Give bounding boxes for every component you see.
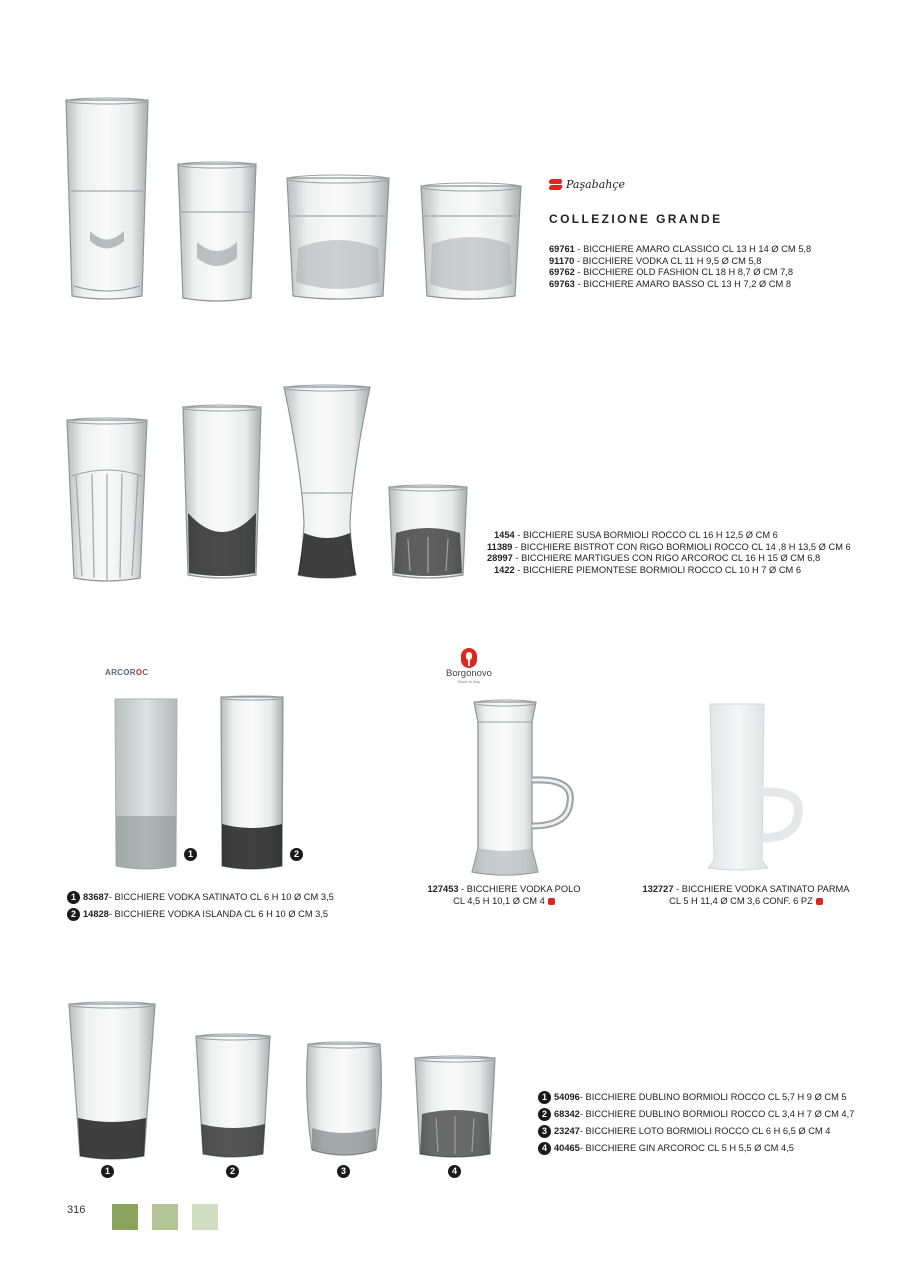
section1-list [549,244,811,290]
glass-gin [412,1054,498,1160]
pasabahce-logo [549,178,625,191]
glass-dublino-large [66,1000,158,1162]
red-square-icon [816,898,823,905]
list-item: 69763 - BICCHIERE AMARO BASSO CL 13 H 7,2 Ø CM 8 [549,278,791,289]
glass-amaro-basso [418,180,524,302]
red-square-icon [548,898,555,905]
glass-amaro-classico [62,96,152,302]
glass-dublino-small [193,1032,273,1160]
section4-list [538,1089,854,1157]
glass-badge-4: 4 [448,1165,461,1178]
list-item: 11389 - BICCHIERE BISTROT CON RIGO BORMIOLI ROCCO CL 14 ,8 H 13,5 Ø CM 6 [487,541,851,552]
list-item: 28997 - BICCHIERE MARTIGUES CON RIGO ARCOROC CL 16 H 15 Ø CM 6,8 [487,553,821,563]
glass-badge-3: 3 [337,1165,350,1178]
list-item: 69761 - BICCHIERE AMARO CLASSICO CL 13 H 14 Ø CM 5,8 [549,244,812,254]
glass-badge-2: 2 [290,848,303,861]
glass-vodka-satinato-parma [706,700,806,872]
borgonovo-wordmark: Borgonovo [446,668,492,679]
list-item: 1 54096 - BICCHIERE DUBLINO BORMIOLI ROCCO CL 5,7 H 9 Ø CM 5 [538,1089,854,1106]
list-item: 1 83687 - BICCHIERE VODKA SATINATO CL 6 H 10 Ø CM 3,5 [67,889,334,906]
color-swatch-1 [112,1204,138,1230]
section1-title: COLLEZIONE GRANDE [549,212,723,226]
glass-vodka-polo [470,698,578,878]
borgonovo-logo [434,648,504,684]
list-item: 69762 - BICCHIERE OLD FASHION CL 18 H 8,7 Ø CM 7,8 [549,267,794,277]
glass-loto [304,1040,384,1160]
page-number: 316 [67,1204,86,1216]
list-item: 3 23247 - BICCHIERE LOTO BORMIOLI ROCCO CL 6 H 6,5 Ø CM 4 [538,1123,854,1140]
list-item: 2 14828 - BICCHIERE VODKA ISLANDA CL 6 H 10 Ø CM 3,5 [67,906,334,923]
list-item: 91170 - BICCHIERE VODKA CL 11 H 9,5 Ø CM 5,8 [549,255,762,266]
glass-badge-1: 1 [101,1165,114,1178]
parma-caption: 132727 - BICCHIERE VODKA SATINATO PARMA CL 5 H 11,4 Ø CM 3,6 CONF. 6 PZ [642,884,850,906]
glass-vodka-islanda [218,694,286,872]
color-swatch-2 [152,1204,178,1230]
glass-badge-1: 1 [184,848,197,861]
pasabahce-wordmark: Paşabahçe [566,178,626,191]
list-item: 4 40465 - BICCHIERE GIN ARCOROC CL 5 H 5,5 Ø CM 4,5 [538,1140,854,1157]
pasabahce-mark-icon [549,179,562,190]
borgonovo-mark-icon [461,648,477,668]
glass-badge-2: 2 [226,1165,239,1178]
color-swatch-3 [192,1204,218,1230]
list-item: 2 68342 - BICCHIERE DUBLINO BORMIOLI ROCCO CL 3,4 H 7 Ø CM 4,7 [538,1106,854,1123]
glass-vodka [175,160,259,304]
list-item: 1454 - BICCHIERE SUSA BORMIOLI ROCCO CL 16 H 12,5 Ø CM 6 [494,530,778,540]
glass-susa [64,416,150,584]
arcoroc-logo: ARCOROC [105,668,149,677]
glass-vodka-satinato [112,696,180,872]
section3-left-list [67,889,334,923]
polo-caption: 127453 - BICCHIERE VODKA POLO CL 4,5 H 10,1 Ø CM 4 [427,884,581,906]
list-item: 1422 - BICCHIERE PIEMONTESE BORMIOLI ROCCO CL 10 H 7 Ø CM 6 [494,564,802,575]
glass-old-fashion [284,172,392,302]
section2-list [487,530,851,576]
borgonovo-tagline: Made in Italy [457,679,481,684]
glass-piemontese [386,483,470,581]
glass-bistrot [180,403,264,581]
glass-martigues [282,383,372,581]
